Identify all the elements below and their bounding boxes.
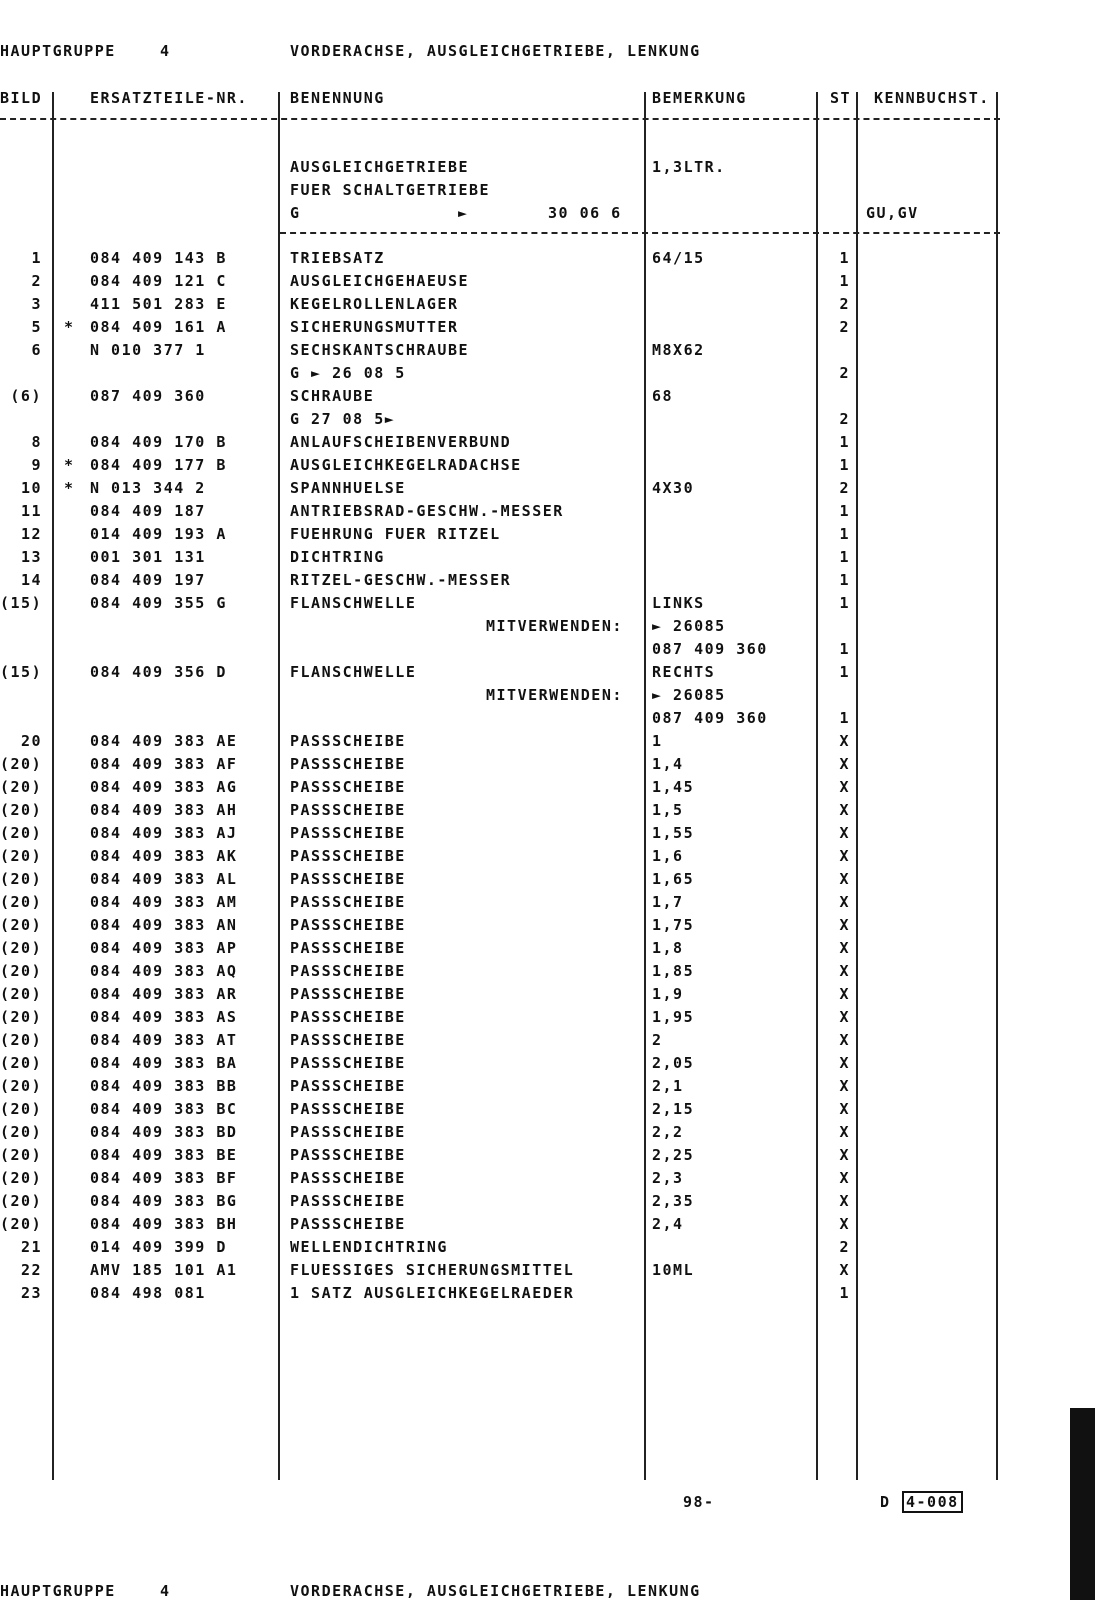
row-benennung: KEGELROLLENLAGER — [290, 295, 459, 313]
row-bild: 13 — [20, 548, 42, 566]
table-row — [0, 548, 1095, 571]
row-benennung: FLANSCHWELLE — [290, 663, 417, 681]
table-row — [0, 847, 1095, 870]
row-bemerkung: 1,9 — [652, 985, 684, 1003]
row-part-number: 084 409 383 BG — [90, 1192, 238, 1210]
row-part-number: 084 409 383 AL — [90, 870, 238, 888]
row-part-number: AMV 185 101 A1 — [90, 1261, 238, 1279]
row-st: 1 — [839, 571, 850, 589]
row-st: X — [839, 962, 850, 980]
col-benennung: BENENNUNG — [290, 89, 385, 107]
row-benennung: SICHERUNGSMUTTER — [290, 318, 459, 336]
page-number: 98- — [683, 1493, 715, 1511]
row-bild: 5 — [31, 318, 42, 336]
row-st: X — [839, 1123, 850, 1141]
row-bemerkung: 1,8 — [652, 939, 684, 957]
row-bemerkung: 2,05 — [652, 1054, 695, 1072]
table-row — [0, 1238, 1095, 1261]
row-bild: (20) — [0, 1215, 43, 1233]
table-row — [0, 318, 1095, 341]
row-benennung: PASSSCHEIBE — [290, 962, 406, 980]
row-bemerkung: 1,45 — [652, 778, 695, 796]
table-row — [0, 525, 1095, 548]
table-row — [0, 985, 1095, 1008]
table-row — [0, 617, 1095, 640]
row-part-number: 084 409 383 BC — [90, 1100, 238, 1118]
table-row — [0, 893, 1095, 916]
table-row — [0, 686, 1095, 709]
row-part-number: 084 409 383 AR — [90, 985, 238, 1003]
row-benennung: FUEHRUNG FUER RITZEL — [290, 525, 501, 543]
row-st: X — [839, 1077, 850, 1095]
table-row — [0, 1261, 1095, 1284]
row-bemerkung: 2,3 — [652, 1169, 684, 1187]
group-number: 4 — [160, 42, 171, 60]
row-st: 1 — [839, 640, 850, 658]
row-bemerkung: 1 — [652, 732, 663, 750]
table-row — [0, 295, 1095, 318]
row-bild: (20) — [0, 1077, 43, 1095]
section-separator — [280, 232, 1000, 236]
row-st: 2 — [839, 410, 850, 428]
row-bild: 20 — [20, 732, 42, 750]
row-part-number: 084 409 143 B — [90, 249, 227, 267]
bottom-group-label: HAUPTGRUPPE — [0, 1582, 116, 1600]
row-st: 2 — [839, 295, 850, 313]
row-bemerkung: 64/15 — [652, 249, 705, 267]
row-bemerkung: 2 — [652, 1031, 663, 1049]
row-benennung: PASSSCHEIBE — [290, 1054, 406, 1072]
row-bemerkung: 2,35 — [652, 1192, 695, 1210]
row-part-number: 014 409 193 A — [90, 525, 227, 543]
row-part-number: 084 409 383 AE — [90, 732, 238, 750]
table-row — [0, 640, 1095, 663]
row-bemerkung: RECHTS — [652, 663, 716, 681]
table-row — [0, 272, 1095, 295]
row-bemerkung: ► 26085 — [652, 617, 726, 635]
row-bemerkung: M8X62 — [652, 341, 705, 359]
row-bild: (20) — [0, 778, 43, 796]
row-part-number: 084 409 355 G — [90, 594, 227, 612]
row-bild: (20) — [0, 916, 43, 934]
row-part-number: 084 409 383 AJ — [90, 824, 238, 842]
row-bild: (20) — [0, 939, 43, 957]
row-st: 1 — [839, 663, 850, 681]
col-nr: ERSATZTEILE-NR. — [90, 89, 248, 107]
row-st: X — [839, 732, 850, 750]
row-bemerkung: 1,65 — [652, 870, 695, 888]
page-code: 4-008 — [902, 1491, 963, 1513]
row-benennung: WELLENDICHTRING — [290, 1238, 448, 1256]
row-part-number: 084 409 170 B — [90, 433, 227, 451]
row-st: 1 — [839, 594, 850, 612]
row-benennung: 1 SATZ AUSGLEICHKEGELRAEDER — [290, 1284, 575, 1302]
table-row — [0, 801, 1095, 824]
row-part-number: 084 409 383 AQ — [90, 962, 238, 980]
row-benennung: PASSSCHEIBE — [290, 1169, 406, 1187]
row-benennung: PASSSCHEIBE — [290, 824, 406, 842]
row-part-number: 084 409 383 BE — [90, 1146, 238, 1164]
row-bemerkung: 1,95 — [652, 1008, 695, 1026]
row-bemerkung: 1,7 — [652, 893, 684, 911]
row-part-number: 014 409 399 D — [90, 1238, 227, 1256]
row-benennung: FLUESSIGES SICHERUNGSMITTEL — [290, 1261, 575, 1279]
row-st: 1 — [839, 249, 850, 267]
row-bemerkung: 087 409 360 — [652, 709, 768, 727]
row-part-number: 084 409 177 B — [90, 456, 227, 474]
row-st: X — [839, 824, 850, 842]
table-row — [0, 433, 1095, 456]
row-st: 1 — [839, 548, 850, 566]
row-part-number: 084 409 356 D — [90, 663, 227, 681]
row-benennung: PASSSCHEIBE — [290, 1215, 406, 1233]
row-bemerkung: ► 26085 — [652, 686, 726, 704]
row-st: 1 — [839, 433, 850, 451]
row-benennung: PASSSCHEIBE — [290, 1146, 406, 1164]
section-note: 1,3LTR. — [652, 158, 726, 176]
row-part-number: 084 409 383 AT — [90, 1031, 238, 1049]
row-bild: (20) — [0, 893, 43, 911]
row-st: 1 — [839, 456, 850, 474]
table-row — [0, 755, 1095, 778]
row-st: X — [839, 801, 850, 819]
table-row — [0, 824, 1095, 847]
row-benennung: PASSSCHEIBE — [290, 847, 406, 865]
row-benennung: AUSGLEICHKEGELRADACHSE — [290, 456, 522, 474]
bottom-group-number: 4 — [160, 1582, 171, 1600]
row-part-number: 411 501 283 E — [90, 295, 227, 313]
row-benennung: PASSSCHEIBE — [290, 1077, 406, 1095]
row-bild: 2 — [31, 272, 42, 290]
section-kennbuchst: GU,GV — [866, 204, 919, 222]
row-st: X — [839, 939, 850, 957]
row-bild: 6 — [31, 341, 42, 359]
row-benennung: PASSSCHEIBE — [290, 893, 406, 911]
row-benennung: PASSSCHEIBE — [290, 1123, 406, 1141]
row-st: 1 — [839, 272, 850, 290]
row-bemerkung: 1,4 — [652, 755, 684, 773]
row-benennung: PASSSCHEIBE — [290, 939, 406, 957]
row-benennung: FLANSCHWELLE — [290, 594, 417, 612]
row-part-number: 084 409 187 — [90, 502, 206, 520]
row-st: X — [839, 1031, 850, 1049]
table-row — [0, 594, 1095, 617]
row-benennung: PASSSCHEIBE — [290, 916, 406, 934]
table-row — [0, 1123, 1095, 1146]
row-st: X — [839, 755, 850, 773]
row-mitverwenden: MITVERWENDEN: — [486, 617, 623, 635]
table-row — [0, 456, 1095, 479]
row-benennung: SPANNHUELSE — [290, 479, 406, 497]
row-bild: 8 — [31, 433, 42, 451]
row-part-number: 084 409 383 BB — [90, 1077, 238, 1095]
row-bemerkung: 1,85 — [652, 962, 695, 980]
row-part-number: 084 409 383 AK — [90, 847, 238, 865]
table-row — [0, 1100, 1095, 1123]
row-part-number: 087 409 360 — [90, 387, 206, 405]
row-st: 2 — [839, 318, 850, 336]
row-bild: 12 — [20, 525, 42, 543]
row-bild: (20) — [0, 1054, 43, 1072]
row-bemerkung: LINKS — [652, 594, 705, 612]
section-title: AUSGLEICHGETRIEBE — [290, 158, 470, 176]
table-row — [0, 410, 1095, 433]
row-part-number: 084 498 081 — [90, 1284, 206, 1302]
table-row — [0, 870, 1095, 893]
row-bild: (20) — [0, 1100, 43, 1118]
row-st: 1 — [839, 1284, 850, 1302]
section-arrow: ► — [458, 204, 469, 222]
row-st: X — [839, 1215, 850, 1233]
row-bild: (20) — [0, 1123, 43, 1141]
row-bemerkung: 4X30 — [652, 479, 695, 497]
row-benennung: SCHRAUBE — [290, 387, 375, 405]
table-row — [0, 1031, 1095, 1054]
row-part-number: 084 409 383 BH — [90, 1215, 238, 1233]
row-bild: (15) — [0, 663, 43, 681]
row-part-number: 084 409 383 AP — [90, 939, 238, 957]
table-row — [0, 778, 1095, 801]
row-star: * — [64, 479, 75, 497]
table-row — [0, 732, 1095, 755]
row-benennung: G 27 08 5► — [290, 410, 396, 428]
row-part-number: 084 409 383 BF — [90, 1169, 238, 1187]
row-bild: (20) — [0, 1169, 43, 1187]
row-bemerkung: 2,2 — [652, 1123, 684, 1141]
table-row — [0, 502, 1095, 525]
col-bild: BILD — [0, 89, 43, 107]
row-star: * — [64, 318, 75, 336]
table-row — [0, 1284, 1095, 1307]
row-st: X — [839, 1146, 850, 1164]
header-separator — [0, 118, 1000, 122]
row-st: X — [839, 778, 850, 796]
table-row — [0, 1215, 1095, 1238]
section-date: 30 06 6 — [548, 204, 622, 222]
row-part-number: 084 409 383 AM — [90, 893, 238, 911]
row-part-number: N 010 377 1 — [90, 341, 206, 359]
row-bild: 21 — [20, 1238, 42, 1256]
section-g: G — [290, 204, 301, 222]
row-bemerkung: 1,75 — [652, 916, 695, 934]
row-st: X — [839, 1054, 850, 1072]
row-benennung: ANTRIEBSRAD-GESCHW.-MESSER — [290, 502, 564, 520]
col-bemerkung: BEMERKUNG — [652, 89, 747, 107]
row-benennung: PASSSCHEIBE — [290, 1100, 406, 1118]
row-benennung: ANLAUFSCHEIBENVERBUND — [290, 433, 512, 451]
row-bild: (20) — [0, 962, 43, 980]
row-bemerkung: 2,15 — [652, 1100, 695, 1118]
row-st: X — [839, 1008, 850, 1026]
row-st: 2 — [839, 479, 850, 497]
table-row — [0, 663, 1095, 686]
row-st: X — [839, 847, 850, 865]
row-st: 1 — [839, 525, 850, 543]
row-bemerkung: 68 — [652, 387, 674, 405]
row-benennung: DICHTRING — [290, 548, 385, 566]
row-bild: 3 — [31, 295, 42, 313]
table-row — [0, 1054, 1095, 1077]
page-title: VORDERACHSE, AUSGLEICHGETRIEBE, LENKUNG — [290, 42, 701, 60]
row-bild: (15) — [0, 594, 43, 612]
row-part-number: 084 409 161 A — [90, 318, 227, 336]
row-benennung: G ► 26 08 5 — [290, 364, 406, 382]
row-st: X — [839, 1261, 850, 1279]
row-benennung: SECHSKANTSCHRAUBE — [290, 341, 470, 359]
row-part-number: 084 409 383 AG — [90, 778, 238, 796]
table-row — [0, 916, 1095, 939]
row-part-number: 084 409 383 AH — [90, 801, 238, 819]
table-row — [0, 939, 1095, 962]
row-bemerkung: 2,1 — [652, 1077, 684, 1095]
row-benennung: AUSGLEICHGEHAEUSE — [290, 272, 470, 290]
row-bild: (20) — [0, 1031, 43, 1049]
row-st: X — [839, 985, 850, 1003]
table-row — [0, 709, 1095, 732]
row-st: 1 — [839, 709, 850, 727]
row-part-number: 084 409 197 — [90, 571, 206, 589]
row-bild: (20) — [0, 1192, 43, 1210]
row-benennung: PASSSCHEIBE — [290, 755, 406, 773]
section-subtitle: FUER SCHALTGETRIEBE — [290, 181, 491, 199]
row-bemerkung: 1,6 — [652, 847, 684, 865]
row-bemerkung: 2,4 — [652, 1215, 684, 1233]
row-benennung: PASSSCHEIBE — [290, 1008, 406, 1026]
bottom-page-title: VORDERACHSE, AUSGLEICHGETRIEBE, LENKUNG — [290, 1582, 701, 1600]
row-benennung: PASSSCHEIBE — [290, 778, 406, 796]
row-bild: (20) — [0, 1008, 43, 1026]
table-row — [0, 479, 1095, 502]
row-bild: (20) — [0, 870, 43, 888]
row-bild: (20) — [0, 1146, 43, 1164]
footer-d: D — [880, 1493, 891, 1511]
row-benennung: TRIEBSATZ — [290, 249, 385, 267]
row-part-number: 084 409 383 AN — [90, 916, 238, 934]
row-benennung: PASSSCHEIBE — [290, 801, 406, 819]
row-benennung: PASSSCHEIBE — [290, 985, 406, 1003]
row-part-number: 084 409 121 C — [90, 272, 227, 290]
row-st: X — [839, 1192, 850, 1210]
row-part-number: 084 409 383 AS — [90, 1008, 238, 1026]
row-bemerkung: 087 409 360 — [652, 640, 768, 658]
row-part-number: 084 409 383 BD — [90, 1123, 238, 1141]
table-row — [0, 1077, 1095, 1100]
row-st: X — [839, 893, 850, 911]
table-row — [0, 249, 1095, 272]
row-st: X — [839, 870, 850, 888]
row-part-number: 001 301 131 — [90, 548, 206, 566]
row-st: X — [839, 1100, 850, 1118]
scan-edge-bar — [1070, 1408, 1095, 1600]
row-bild: 10 — [20, 479, 42, 497]
row-benennung: PASSSCHEIBE — [290, 1192, 406, 1210]
row-benennung: PASSSCHEIBE — [290, 1031, 406, 1049]
table-row — [0, 1146, 1095, 1169]
row-bild: 1 — [31, 249, 42, 267]
row-st: X — [839, 1169, 850, 1187]
table-row — [0, 962, 1095, 985]
row-bild: (20) — [0, 824, 43, 842]
col-st: ST — [830, 89, 852, 107]
row-bemerkung: 1,5 — [652, 801, 684, 819]
row-bild: 11 — [20, 502, 42, 520]
row-star: * — [64, 456, 75, 474]
table-row — [0, 1169, 1095, 1192]
row-benennung: PASSSCHEIBE — [290, 732, 406, 750]
row-bild: 9 — [31, 456, 42, 474]
row-bild: (20) — [0, 755, 43, 773]
row-mitverwenden: MITVERWENDEN: — [486, 686, 623, 704]
row-part-number: N 013 344 2 — [90, 479, 206, 497]
table-row — [0, 341, 1095, 364]
row-bemerkung: 2,25 — [652, 1146, 695, 1164]
table-row — [0, 387, 1095, 410]
row-bild: (20) — [0, 985, 43, 1003]
group-label: HAUPTGRUPPE — [0, 42, 116, 60]
table-row — [0, 571, 1095, 594]
row-bild: (20) — [0, 801, 43, 819]
row-st: 2 — [839, 364, 850, 382]
row-bild: (6) — [10, 387, 42, 405]
row-st: 2 — [839, 1238, 850, 1256]
row-bemerkung: 1,55 — [652, 824, 695, 842]
row-bemerkung: 10ML — [652, 1261, 695, 1279]
row-bild: (20) — [0, 847, 43, 865]
row-part-number: 084 409 383 AF — [90, 755, 238, 773]
row-bild: 22 — [20, 1261, 42, 1279]
row-st: X — [839, 916, 850, 934]
row-benennung: RITZEL-GESCHW.-MESSER — [290, 571, 512, 589]
row-st: 1 — [839, 502, 850, 520]
row-benennung: PASSSCHEIBE — [290, 870, 406, 888]
col-kennbuchst: KENNBUCHST. — [874, 89, 990, 107]
row-part-number: 084 409 383 BA — [90, 1054, 238, 1072]
table-row — [0, 1008, 1095, 1031]
table-row — [0, 364, 1095, 387]
row-bild: 23 — [20, 1284, 42, 1302]
row-bild: 14 — [20, 571, 42, 589]
table-row — [0, 1192, 1095, 1215]
